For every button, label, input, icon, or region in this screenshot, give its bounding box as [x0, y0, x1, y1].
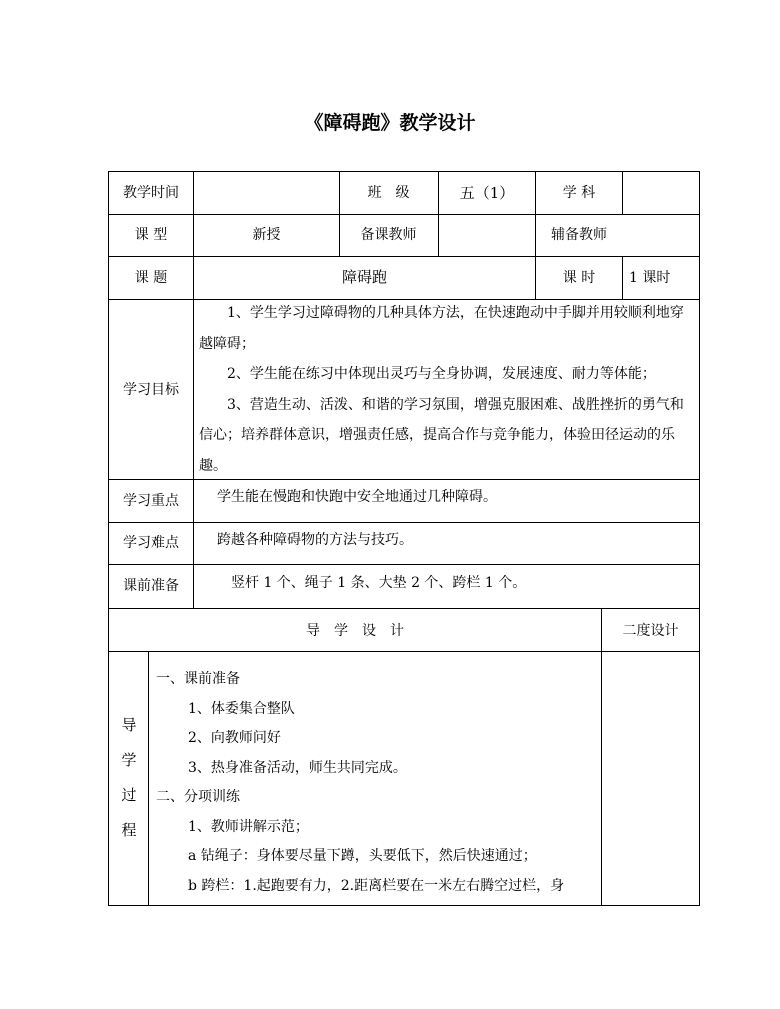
preparation-value: 竖杆 1 个、绳子 1 条、大垫 2 个、跨栏 1 个。 [231, 575, 527, 591]
list-item: 1、教师讲解示范； [188, 818, 309, 835]
goal-item: 3、营造生动、活泼、和谐的学习氛围，增强克服困难、战胜挫折的勇气和信心；培养群体意识，增强责任感，提高合作与竞争能力，体验田径运动的乐趣。 [199, 396, 684, 474]
list-item: 一、课前准备 [156, 671, 240, 687]
process-content [156, 665, 598, 901]
lesson-type-value: 新授 [252, 227, 281, 243]
goal-item: 1、学生学习过障碍物的几种具体方法，在快速跑动中手脚并用较顺利地穿越障碍； [199, 305, 684, 352]
difficulty-label: 学习难点 [123, 535, 179, 551]
key-point-label: 学习重点 [123, 493, 179, 509]
topic-value: 障碍跑 [341, 268, 387, 286]
difficulty-value: 跨越各种障碍物的方法与技巧。 [217, 532, 413, 548]
learning-goals-label: 学习目标 [123, 382, 179, 398]
class-label: 班 级 [367, 185, 410, 201]
lesson-plan-table [108, 171, 700, 906]
second-design-header: 二度设计 [622, 623, 679, 639]
list-item: a 钻绳子：身体要尽量下蹲，头要低下，然后快速通过； [188, 848, 537, 864]
preparation-label: 课前准备 [123, 578, 179, 594]
prep-teacher-label: 备课教师 [360, 227, 417, 243]
list-item: 3、热身准备活动，师生共同完成。 [188, 759, 407, 776]
page-title: 《障碍跑》教学设计 [304, 112, 476, 134]
teaching-time-label: 教学时间 [123, 185, 179, 201]
list-item: b 跨栏：1.起跑要有力，2.距离栏要在一米左右腾空过栏，身 [188, 877, 565, 894]
process-side-label: 导 学 过 程 [121, 716, 137, 839]
goal-item: 2、学生能在练习中体现出灵巧与全身协调，发展速度、耐力等体能； [227, 366, 656, 382]
key-point-value: 学生能在慢跑和快跑中安全地通过几种障碍。 [217, 489, 497, 505]
subject-label: 学 科 [562, 185, 596, 201]
hours-label: 课 时 [562, 270, 596, 286]
hours-value: 1 课时 [629, 270, 671, 286]
class-value: 五（1） [459, 184, 515, 202]
list-item: 二、分项训练 [156, 789, 240, 805]
lesson-type-label: 课 型 [134, 227, 168, 243]
learning-goals-text [199, 298, 695, 481]
guided-design-header: 导 学 设 计 [306, 623, 404, 639]
topic-label: 课 题 [134, 270, 168, 286]
assist-teacher-label: 辅备教师 [551, 227, 607, 243]
list-item: 1、体委集合整队 [188, 700, 295, 717]
list-item: 2、向教师问好 [188, 730, 281, 746]
